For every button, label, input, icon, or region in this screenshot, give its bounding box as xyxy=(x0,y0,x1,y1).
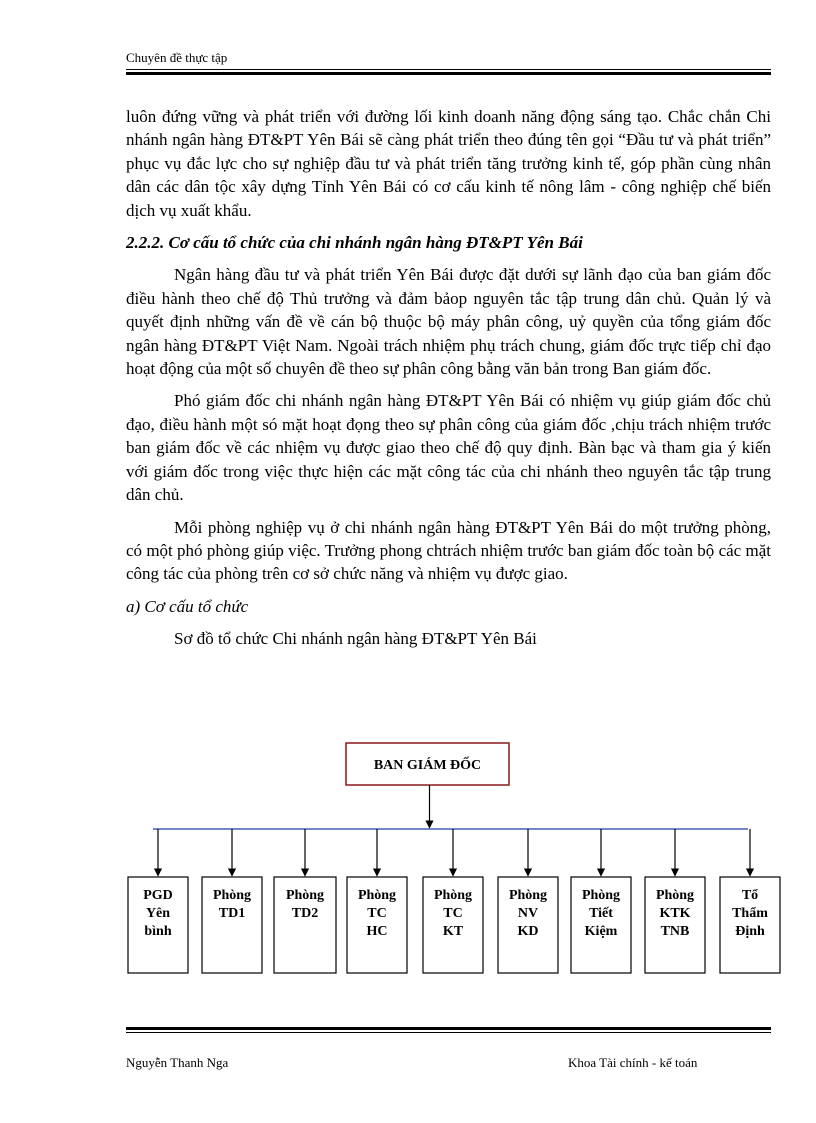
department-label: NV xyxy=(517,906,539,921)
department-label: TD2 xyxy=(291,906,319,921)
department-label: KTK xyxy=(659,906,691,921)
department-label: TNB xyxy=(660,924,690,939)
org-chart-caption: Sơ đồ tổ chức Chi nhánh ngân hàng ĐT&PT Yên Bái xyxy=(174,629,537,649)
paragraph-continuation: luôn đứng vững và phát triển với đường lối kinh doanh năng động sáng tạo. Chắc chắn Chi nhánh ngân hàng ĐT&PT Yên Bái sẽ càng phát triển theo đúng tên gọi “Đầu tư và phát triển” phục vụ đắc lực cho sự nghiệp đầu tư và phát triển tăng trưởng kinh tế, góp phần cùng nhân dân các dân tộc xây dựng Tỉnh Yên Bái có cơ cấu kinh tế nông lâm - công nghiệp chế biến dịch vụ xuất khẩu. xyxy=(126,107,771,220)
footer-author: Nguyễn Thanh Nga xyxy=(126,1055,229,1070)
department-label: Định xyxy=(735,924,765,939)
department-label: KD xyxy=(517,924,539,939)
department-label: Tổ xyxy=(741,888,759,903)
paragraph-departments: Mỗi phòng nghiệp vụ ở chi nhánh ngân hàng ĐT&PT Yên Bái do một trưởng phòng, có một phó phòng giúp việc. Trưởng phong chtrách nhiệm trước ban giám đốc toàn bộ các mặt công tác của phòng trên cơ sở chức năng và nhiệm vụ được giao. xyxy=(126,517,771,584)
director-board-label: BAN GIÁM ĐỐC xyxy=(373,758,482,773)
department-label: HC xyxy=(366,924,388,939)
department-label: Phòng xyxy=(508,888,548,903)
department-label: KT xyxy=(442,924,464,939)
department-label: Phòng xyxy=(357,888,397,903)
department-label: PGD xyxy=(143,888,173,903)
paragraph-deputy-director: Phó giám đốc chi nhánh ngân hàng ĐT&PT Yên Bái có nhiệm vụ giúp giám đốc chủ đạo, điều hành một só mặt hoạt đọng theo sự phân công của giám đốc ,chịu trách nhiệm trước ban giám đốc về các nhiệm vụ được giao theo chế độ quy định. Bàn bạc và tham gia ý kiến với giám đốc trong việc thực hiện các mặt công tác của chi nhánh theo nguyên tắc tập trung dân chủ. xyxy=(126,391,771,505)
department-label: Phòng xyxy=(285,888,325,903)
department-label: Yên xyxy=(145,906,171,921)
department-label: TD1 xyxy=(218,906,246,921)
department-label: Tiết xyxy=(589,906,613,921)
department-label: Phòng xyxy=(581,888,621,903)
department-label: Thẩm xyxy=(732,906,768,921)
department-label: Kiệm xyxy=(584,924,618,939)
footer-rule-thin xyxy=(126,1032,771,1033)
department-label: TC xyxy=(367,906,387,921)
paragraph-leadership: Ngân hàng đầu tư và phát triển Yên Bái được đặt dưới sự lãnh đạo của ban giám đốc điều hành theo chế độ Thủ trưởng và đảm bảop nguyên tắc tập trung dân chủ. Quản lý và quyết định những vấn đề về cán bộ thuộc bộ máy phân công, uỷ quyền của tổng giám đốc ngân hàng ĐT&PT Việt Nam. Ngoài trách nhiệm phụ trách chung, giám đốc trực tiếp chỉ đạo hoạt động của một số chuyên đề theo sự phân công bằng văn bản trong Ban giám đốc. xyxy=(126,265,771,379)
department-label: Phòng xyxy=(655,888,695,903)
department-label: TC xyxy=(443,906,463,921)
page-header-title: Chuyên đề thực tập xyxy=(126,50,228,65)
footer-rule-thick xyxy=(126,1027,771,1030)
section-heading: 2.2.2. Cơ cấu tổ chức của chi nhánh ngân hàng ĐT&PT Yên Bái xyxy=(126,233,583,253)
department-label: bình xyxy=(144,924,172,939)
department-label: Phòng xyxy=(433,888,473,903)
subheading-structure: a) Cơ cấu tổ chức xyxy=(126,596,249,616)
department-label: Phòng xyxy=(212,888,252,903)
footer-department: Khoa Tài chính - kế toán xyxy=(568,1055,698,1070)
